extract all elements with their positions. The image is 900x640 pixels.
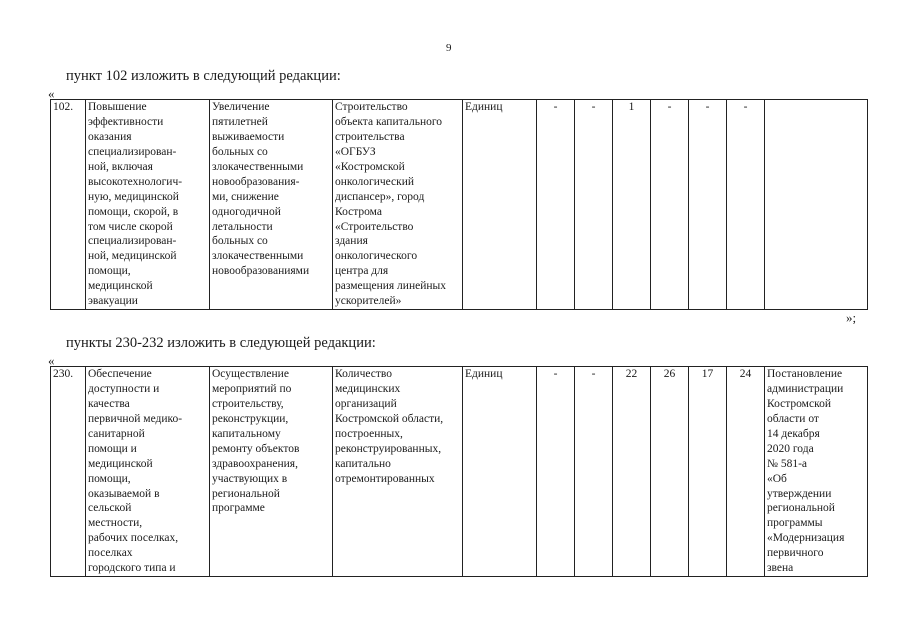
value-cell: - xyxy=(575,100,613,310)
cell-line: программы xyxy=(767,517,823,530)
cell-line: капитально xyxy=(335,457,391,470)
cell-line: капитальному xyxy=(212,427,281,440)
cell-line: злокачественными xyxy=(212,160,304,173)
cell-line: здания xyxy=(335,235,368,248)
value-cell: 17 xyxy=(689,367,727,577)
cell-line: том числе скорой xyxy=(88,220,173,233)
cell-line: строительства xyxy=(335,130,405,143)
cell-line: онкологический xyxy=(335,175,415,188)
value-cell: - xyxy=(575,367,613,577)
result-cell xyxy=(210,367,333,577)
unit-cell: Единиц xyxy=(463,367,537,577)
value-cell: - xyxy=(537,367,575,577)
cell-line: рабочих поселках, xyxy=(88,532,179,545)
basis-cell xyxy=(765,367,868,577)
table-row xyxy=(51,367,868,577)
cell-line: организаций xyxy=(335,397,397,410)
cell-line: Костромской области, xyxy=(335,412,444,425)
cell-line: эффективности xyxy=(88,115,164,128)
cell-line: утверждении xyxy=(767,487,832,500)
cell-line: летальности xyxy=(212,220,273,233)
cell-line: высокотехнологич- xyxy=(88,175,183,188)
cell-line: администрации xyxy=(767,382,844,395)
cell-line: медицинской xyxy=(88,280,153,293)
cell-line: ной, включая xyxy=(88,160,153,173)
cell-line: Повышение xyxy=(88,101,147,113)
cell-line: звена xyxy=(767,562,794,575)
cell-line: помощи, скорой, в xyxy=(88,205,179,218)
cell-line: оказываемой в xyxy=(88,487,160,500)
section2-intro: пункты 230-232 изложить в следующей редакции: xyxy=(66,335,376,351)
cell-line: центра для xyxy=(335,265,389,278)
cell-line: помощи и xyxy=(88,442,137,455)
cell-line: «ОГБУЗ xyxy=(335,145,376,158)
cell-line: Осуществление xyxy=(212,368,289,380)
section1-close-mark: »; xyxy=(846,310,857,325)
section2-open-quote: « xyxy=(48,353,55,368)
cell-line: № 581-а xyxy=(767,457,808,470)
cell-line: одногодичной xyxy=(212,205,281,218)
cell-line: медицинской xyxy=(88,457,153,470)
cell-line: региональной xyxy=(212,487,280,500)
cell-line: мероприятий по xyxy=(212,382,292,395)
cell-line: поселках xyxy=(88,547,133,560)
value-cell: 1 xyxy=(613,100,651,310)
value-cell: 26 xyxy=(651,367,689,577)
value-cell: 24 xyxy=(727,367,765,577)
cell-line: «Костромской xyxy=(335,160,405,173)
cell-line: качества xyxy=(88,397,130,410)
table-item-102 xyxy=(50,99,868,310)
cell-line: доступности и xyxy=(88,382,160,395)
cell-line: программе xyxy=(212,502,265,515)
value-cell: - xyxy=(689,100,727,310)
cell-line: новообразования- xyxy=(212,175,300,188)
cell-line: отремонтированных xyxy=(335,472,435,485)
cell-line: 14 декабря xyxy=(767,427,820,440)
cell-line: ной, медицинской xyxy=(88,250,177,263)
row-number: 230. xyxy=(51,367,86,577)
cell-line: реконструкции, xyxy=(212,412,289,425)
result-cell xyxy=(210,100,333,310)
row-number: 102. xyxy=(51,100,86,310)
cell-line: специализирован- xyxy=(88,235,177,248)
task-cell xyxy=(86,100,210,310)
section1-intro: пункт 102 изложить в следующий редакции: xyxy=(66,68,341,84)
cell-line: Количество xyxy=(335,368,392,380)
cell-line: специализирован- xyxy=(88,145,177,158)
section1-open-quote: « xyxy=(48,86,55,101)
cell-line: ускорителей» xyxy=(335,295,402,308)
cell-line: первичной медико- xyxy=(88,412,183,425)
value-cell: - xyxy=(727,100,765,310)
cell-line: строительству, xyxy=(212,397,284,410)
cell-line: местности, xyxy=(88,517,143,530)
cell-line: ми, снижение xyxy=(212,190,279,203)
unit-cell: Единиц xyxy=(463,100,537,310)
object-cell xyxy=(333,367,463,577)
cell-line: помощи, xyxy=(88,472,131,485)
cell-line: «Строительство xyxy=(335,220,414,233)
cell-line: городского типа и xyxy=(88,562,176,575)
table-row xyxy=(51,100,868,310)
cell-line: медицинских xyxy=(335,382,401,395)
cell-line: сельской xyxy=(88,502,132,515)
cell-line: эвакуации xyxy=(88,295,138,308)
object-cell xyxy=(333,100,463,310)
value-cell: 22 xyxy=(613,367,651,577)
cell-line: оказания xyxy=(88,130,132,143)
cell-line: больных со xyxy=(212,145,268,158)
value-cell: - xyxy=(537,100,575,310)
cell-line: области от xyxy=(767,412,819,425)
cell-line: Обеспечение xyxy=(88,368,152,380)
cell-line: размещения линейных xyxy=(335,280,446,293)
table-item-230 xyxy=(50,366,868,577)
cell-line: больных со xyxy=(212,235,268,248)
cell-line: пятилетней xyxy=(212,115,268,128)
cell-line: реконструированных, xyxy=(335,442,442,455)
cell-line: ную, медицинской xyxy=(88,190,179,203)
cell-line: региональной xyxy=(767,502,835,515)
cell-line: злокачественными xyxy=(212,250,304,263)
cell-line: выживаемости xyxy=(212,130,285,143)
cell-line: «Об xyxy=(767,472,787,485)
value-cell: - xyxy=(651,100,689,310)
cell-line: Кострома xyxy=(335,205,382,218)
cell-line: диспансер», город xyxy=(335,190,425,203)
cell-line: Строительство xyxy=(335,101,408,113)
cell-line: «Модернизация xyxy=(767,532,845,545)
cell-line: построенных, xyxy=(335,427,403,440)
cell-line: Постановление xyxy=(767,368,843,380)
page-number: 9 xyxy=(446,42,452,54)
cell-line: помощи, xyxy=(88,265,131,278)
cell-line: новообразованиями xyxy=(212,265,310,278)
cell-line: объекта капитального xyxy=(335,115,443,128)
cell-line: Увеличение xyxy=(212,101,270,113)
task-cell xyxy=(86,367,210,577)
cell-line: санитарной xyxy=(88,427,145,440)
basis-cell xyxy=(765,100,868,310)
cell-line: онкологического xyxy=(335,250,418,263)
cell-line: Костромской xyxy=(767,397,831,410)
cell-line: ремонту объектов xyxy=(212,442,300,455)
cell-line: участвующих в xyxy=(212,472,288,485)
cell-line: 2020 года xyxy=(767,442,814,455)
cell-line: здравоохранения, xyxy=(212,457,298,470)
cell-line: первичного xyxy=(767,547,824,560)
